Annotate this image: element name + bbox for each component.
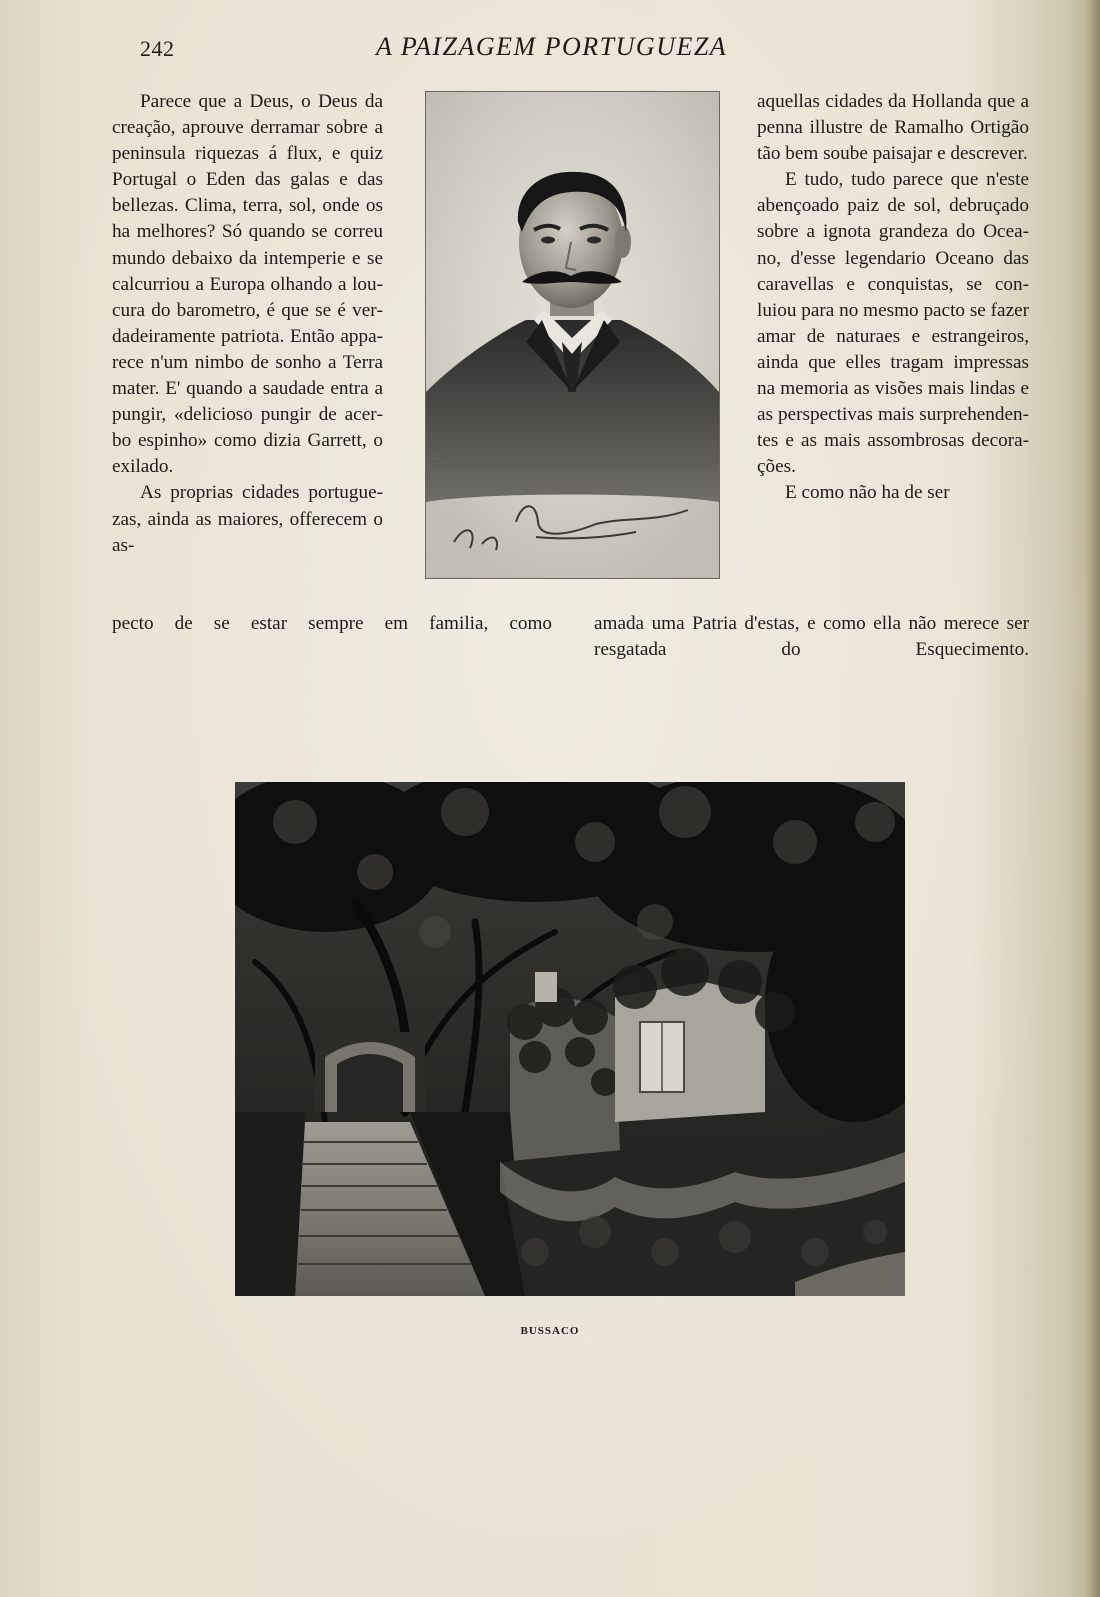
page-number: 242 [140,36,175,61]
portrait-photo [425,91,720,579]
paragraph: aquellas cidades da Hollanda que a penna illustre de Ramalho Ortigão tão bem soube paisajar e descrever. [757,91,1029,165]
paragraph: E tudo, tudo parece que n'este abençoado paiz de sol, debruçado sobre a ignota grandeza do Oceano, d'esse legendario Oceano das caravellas e conquistas, se conluiou para no mesmo pacto se fazer amar de naturaes e estrangeiros, ainda que elles tragam impressas na memoria as visões mais lindas e as perspectivas mais surprehendentes e as mais assombrosas decorações. [757,169,1029,478]
figure-caption: BUSSACO [520,1325,580,1337]
portrait-illustration [426,92,719,578]
paragraph: E como não ha de ser [785,482,950,504]
bussaco-garden-illustration [235,782,905,1296]
text-line: amada uma Patria d'estas, e como ella não merece ser resgatada do Esquecimento. [594,613,1029,661]
page-edge-shadow [1086,0,1100,1597]
running-head-title: A PAIZAGEM PORTUGUEZA [376,32,728,61]
paragraph: As proprias cidades portuguezas, ainda as maiores, offerecem o as- [112,482,383,556]
right-column [757,89,1029,507]
paragraph: Parece que a Deus, o Deus da creação, aprouve derramar sobre a peninsula riquezas á flux, e quiz Portugal o Eden das galas e das bellezas. Clima, terra, sol, onde os ha melhores? Só quando se correu mundo debaixo da intemperie e se calcurriou a Europa olhando a loucura do barometro, é que se é verdadeiramente patriota. Então apparece n'um nimbo de sonho a Terra mater. E' quando a saudade entra a pungir, «delicioso pungir de acerbo espinho» como dizia Garrett, o exilado. [112,91,383,478]
left-column [112,89,383,559]
landscape-photo [235,782,905,1296]
text-line: pecto de se estar sempre em familia, como [112,613,552,634]
